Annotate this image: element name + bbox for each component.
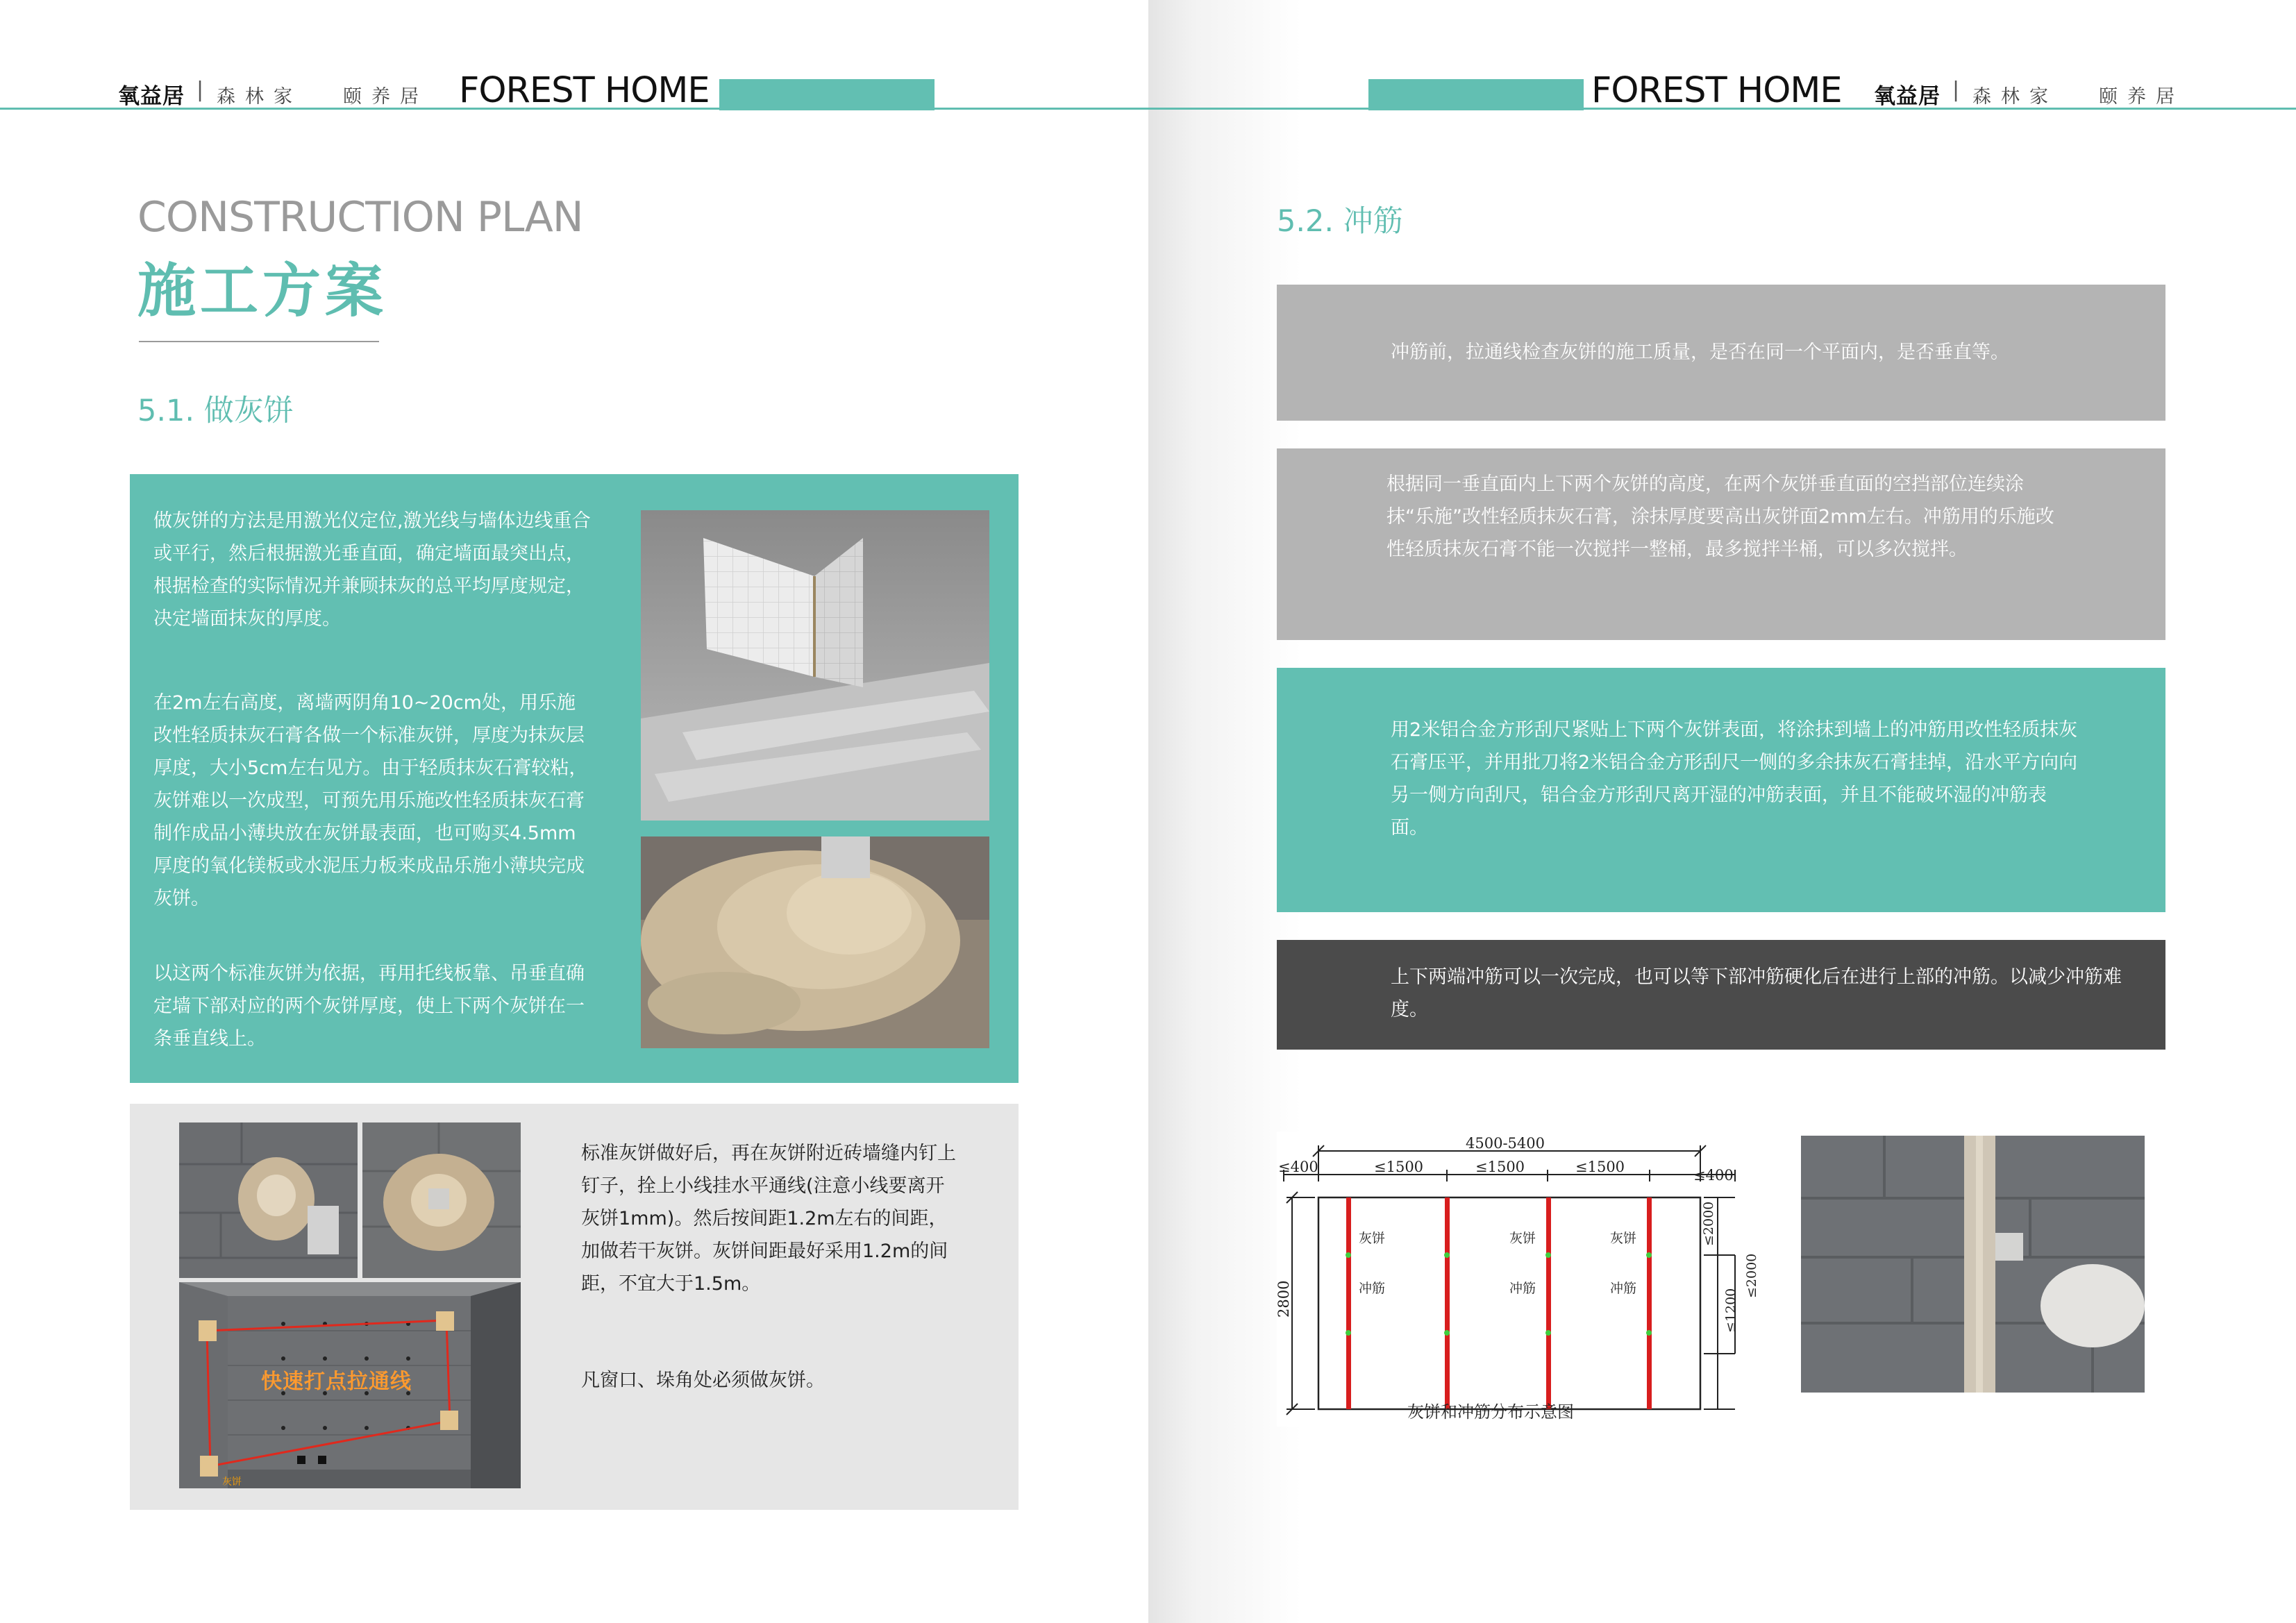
photo-nail-spot-2 [362, 1122, 521, 1278]
info-box-4 [1277, 940, 2165, 1050]
photo-small-label: 灰饼 [222, 1477, 242, 1488]
diagram-label-chongjin-2: 冲筋 [1509, 1281, 1536, 1296]
diagram-svg [1275, 1132, 1759, 1427]
forest-home-logo-right: FOREST HOME [1591, 70, 1842, 111]
diagram-label-huibing-2: 灰饼 [1509, 1231, 1536, 1246]
diagram-label-huibing-3: 灰饼 [1610, 1231, 1637, 1246]
english-title: CONSTRUCTION PLAN [137, 193, 583, 242]
brand-name: 氧益居 [118, 84, 185, 109]
info-box-3-text: 用2米铝合金方形刮尺紧贴上下两个灰饼表面，将涂抹到墙上的冲筋用改性轻质抹灰石膏压平，并用批刀将2米铝合金方形刮尺一侧的多余抹灰石膏挂掉，沿水平方向向另一侧方向刮尺，铝合金方形刮尺离开湿的冲筋表面，并且不能破坏湿的冲筋表面。 [1391, 719, 2078, 839]
diagram-caption: 灰饼和冲筋分布示意图 [1407, 1402, 1574, 1422]
teal-paragraph-2: 在2m左右高度，离墙两阴角10~20cm处，用乐施改性轻质抹灰石膏各做一个标准灰饼，厚度为抹灰层厚度，大小5cm左右见方。由于轻质抹灰石膏较粘，灰饼难以一次成型，可预先用乐施改性轻质抹灰石膏制作成品小薄块放在灰饼最表面，也可购买4.5mm厚度的氧化镁板或水泥压力板来成品乐施小薄块完成灰饼。 [153, 692, 588, 909]
photo-wall-strip [1801, 1136, 2145, 1393]
info-box-3 [1277, 668, 2165, 912]
diagram-height: 2800 [1275, 1280, 1292, 1318]
brand-sub-care: 颐养居 [343, 86, 428, 108]
header-accent-bar-right [1368, 79, 1584, 110]
photo-quick-line [179, 1282, 521, 1488]
diagram-right-dim-3: ≤2000 [1744, 1253, 1759, 1298]
right-page [1148, 0, 2296, 1623]
info-box-2-text: 根据同一垂直面内上下两个灰饼的高度，在两个灰饼垂直面的空挡部位连续涂抹“乐施”改性轻质抹灰石膏，涂抹厚度要高出灰饼面2mm左右。冲筋用的乐施改性轻质抹灰石膏不能一次搅拌一整桶，最多搅拌半桶，可以多次搅拌。 [1386, 473, 2054, 560]
teal-paragraph-1: 做灰饼的方法是用激光仪定位,激光线与墙体边线重合或平行，然后根据激光垂直面，确定墙面最突出点，根据检查的实际情况并兼顾抹灰的总平均厚度规定，决定墙面抹灰的厚度。 [153, 510, 591, 630]
chinese-title: 施工方案 [137, 257, 388, 325]
diagram-dim-5: ≤400 [1693, 1167, 1734, 1184]
gray-paragraph-1: 标准灰饼做好后，再在灰饼附近砖墙缝内钉上钉子，拴上小线挂水平通线(注意小线要离开灰饼1mm)。然后按间距1.2m左右的间距，加做若干灰饼。灰饼间距最好采用1.2m的间距，不宜大于1.5m。 [581, 1143, 956, 1295]
brand-separator: | [196, 78, 204, 102]
photo-plaster-pile [641, 836, 989, 1048]
info-box-2 [1277, 448, 2165, 640]
brand-sub-care-right: 颐养居 [2099, 86, 2184, 108]
brand-separator-right: | [1952, 78, 1960, 102]
brand-name-right: 氧益居 [1874, 84, 1941, 109]
teal-content-block [130, 474, 1019, 1083]
diagram-right-dim-1: ≤2000 [1701, 1201, 1716, 1246]
forest-home-logo: FOREST HOME [459, 70, 710, 111]
info-box-1 [1277, 285, 2165, 421]
gray-content-block [130, 1104, 1019, 1510]
info-box-1-text: 冲筋前，拉通线检查灰饼的施工质量，是否在同一个平面内，是否垂直等。 [1391, 342, 2009, 363]
photo-nail-spot-1 [179, 1122, 358, 1278]
distribution-diagram [1275, 1132, 1759, 1427]
photo-caption: 快速打点拉通线 [261, 1370, 412, 1394]
diagram-label-chongjin-1: 冲筋 [1359, 1281, 1386, 1296]
photo-corner-board [641, 510, 989, 821]
info-box-4-text: 上下两端冲筋可以一次完成，也可以等下部冲筋硬化后在进行上部的冲筋。以减少冲筋难度。 [1391, 966, 2122, 1020]
section-title-5-2: 5.2. 冲筋 [1277, 204, 1403, 239]
title-divider [139, 341, 379, 342]
diagram-label-chongjin-3: 冲筋 [1610, 1281, 1637, 1296]
header-accent-bar-left [719, 79, 935, 110]
diagram-dim-4: ≤1500 [1575, 1159, 1625, 1175]
diagram-dim-1: ≤400 [1278, 1159, 1318, 1175]
diagram-top-dim: 4500-5400 [1466, 1135, 1545, 1152]
brand-sub-forest: 森林家 [217, 86, 302, 108]
diagram-label-huibing-1: 灰饼 [1359, 1231, 1386, 1246]
diagram-dim-2: ≤1500 [1374, 1159, 1424, 1175]
diagram-right-dim-2: ≤1200 [1723, 1288, 1738, 1333]
section-title-5-1: 5.1. 做灰饼 [137, 394, 294, 428]
teal-paragraph-3: 以这两个标准灰饼为依据，再用托线板靠、吊垂直确定墙下部对应的两个灰饼厚度，使上下两个灰饼在一条垂直线上。 [153, 963, 585, 1050]
brand-sub-forest-right: 森林家 [1972, 86, 2058, 108]
diagram-dim-3: ≤1500 [1475, 1159, 1525, 1175]
gray-paragraph-2: 凡窗口、垛角处必须做灰饼。 [581, 1370, 825, 1391]
